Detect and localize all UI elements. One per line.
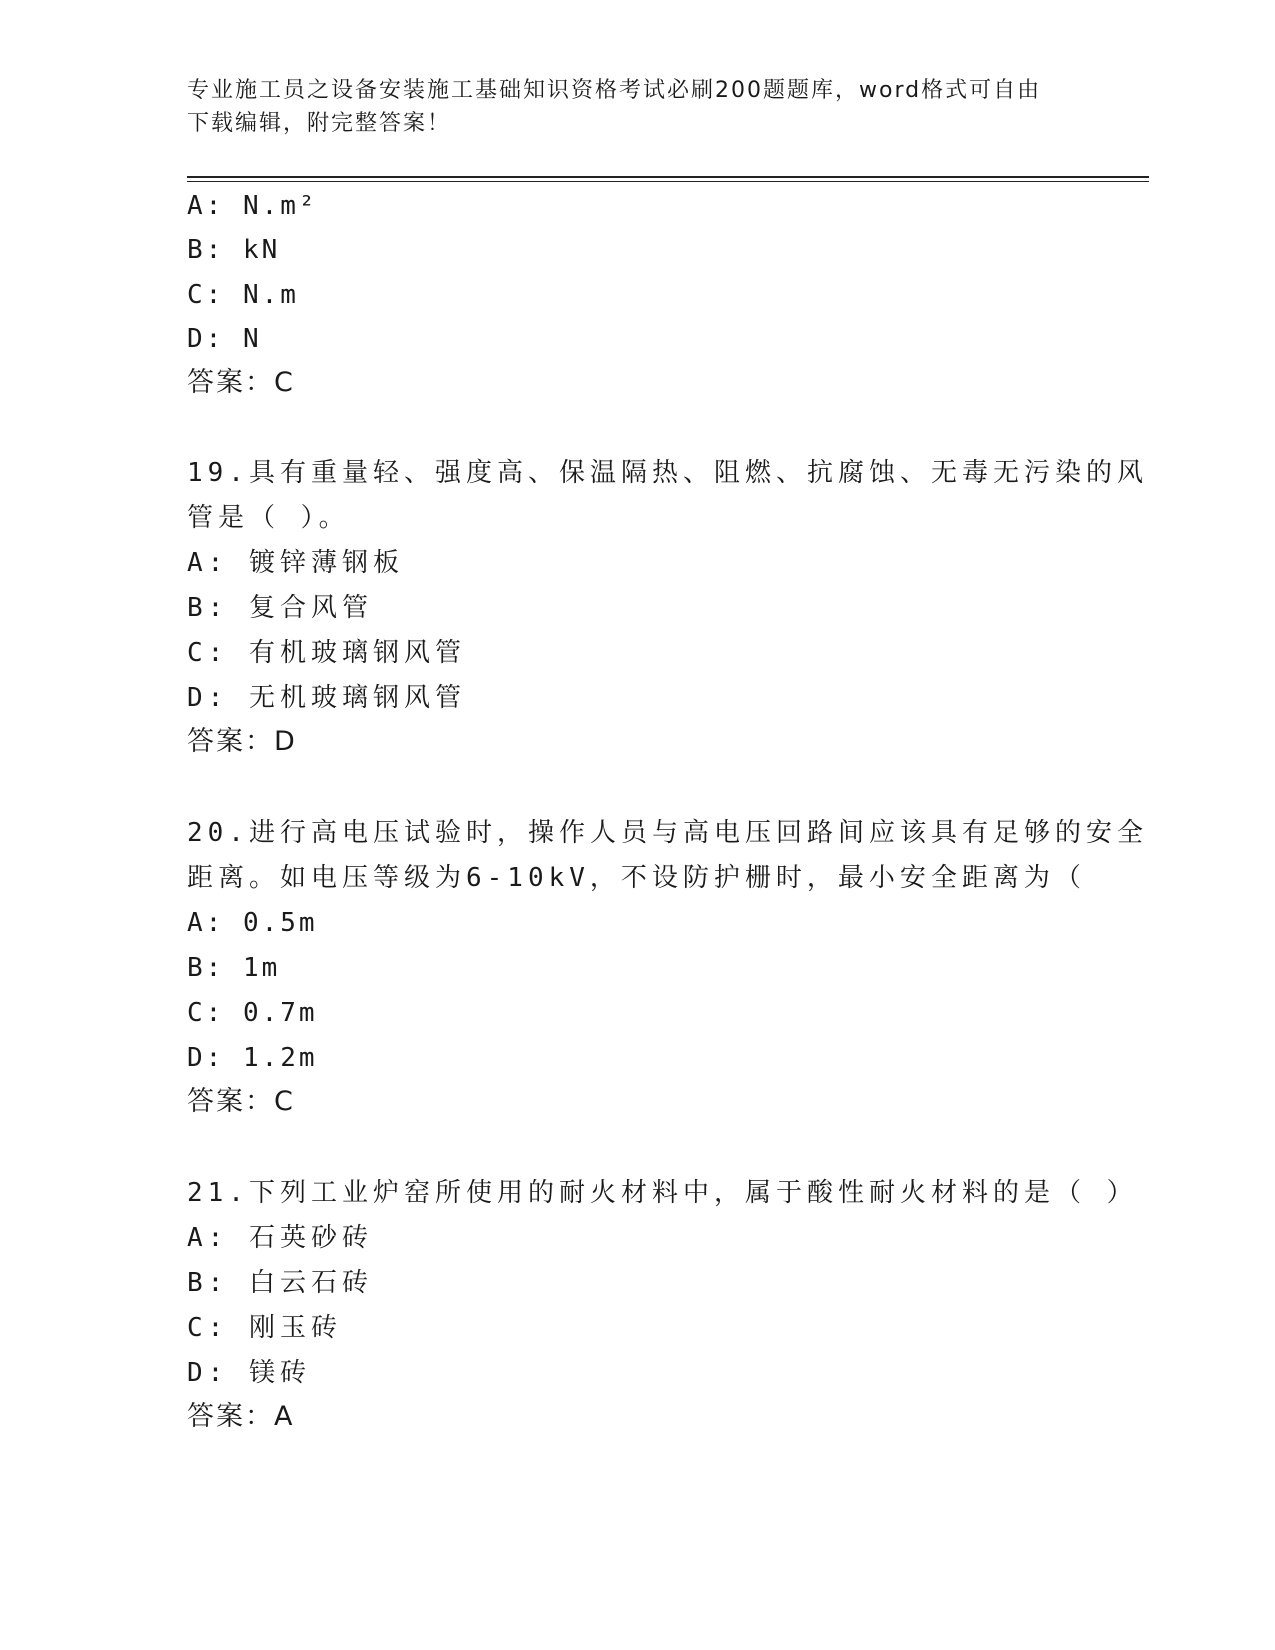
q21-option-a: A: 石英砂砖 [187, 1223, 373, 1253]
q20-option-d: D: 1.2m [187, 1043, 318, 1073]
q18-option-d: D: N [187, 324, 262, 354]
q20-stem-line-1: 20.进行高电压试验时，操作人员与高电压回路间应该具有足够的安全 [187, 818, 1148, 848]
header-divider-thin [187, 181, 1149, 182]
q20-option-c: C: 0.7m [187, 998, 318, 1028]
q20-answer: 答案：C [187, 1086, 295, 1117]
q20-stem-line-2: 距离。如电压等级为6-10kV，不设防护栅时，最小安全距离为（ [187, 863, 1086, 893]
q20-option-b: B: 1m [187, 953, 281, 983]
q18-option-a: A: N.m² [187, 191, 318, 221]
q18-answer: 答案：C [187, 367, 295, 398]
header-divider-thick [187, 176, 1149, 178]
q21-option-c: C: 刚玉砖 [187, 1313, 342, 1343]
document-header [187, 74, 1067, 140]
header-line-2: 下载编辑，附完整答案！ [187, 111, 452, 136]
q19-option-b: B: 复合风管 [187, 593, 373, 623]
q21-stem-line-1: 21.下列工业炉窑所使用的耐火材料中，属于酸性耐火材料的是（ ） [187, 1178, 1138, 1208]
q18-option-c: C: N.m [187, 280, 299, 310]
q19-option-a: A: 镀锌薄钢板 [187, 548, 404, 578]
q20-option-a: A: 0.5m [187, 908, 318, 938]
q19-answer: 答案：D [187, 726, 297, 757]
q18-option-b: B: kN [187, 235, 281, 265]
q19-option-c: C: 有机玻璃钢风管 [187, 638, 466, 668]
header-line-1: 专业施工员之设备安装施工基础知识资格考试必刷200题题库，word格式可自由 [187, 78, 1042, 103]
q21-answer: 答案：A [187, 1401, 295, 1432]
q21-option-d: D: 镁砖 [187, 1358, 311, 1388]
q19-stem-line-2: 管是（ ）。 [187, 503, 350, 533]
q21-option-b: B: 白云石砖 [187, 1268, 373, 1298]
q19-option-d: D: 无机玻璃钢风管 [187, 683, 466, 713]
q19-stem-line-1: 19.具有重量轻、强度高、保温隔热、阻燃、抗腐蚀、无毒无污染的风 [187, 458, 1148, 488]
